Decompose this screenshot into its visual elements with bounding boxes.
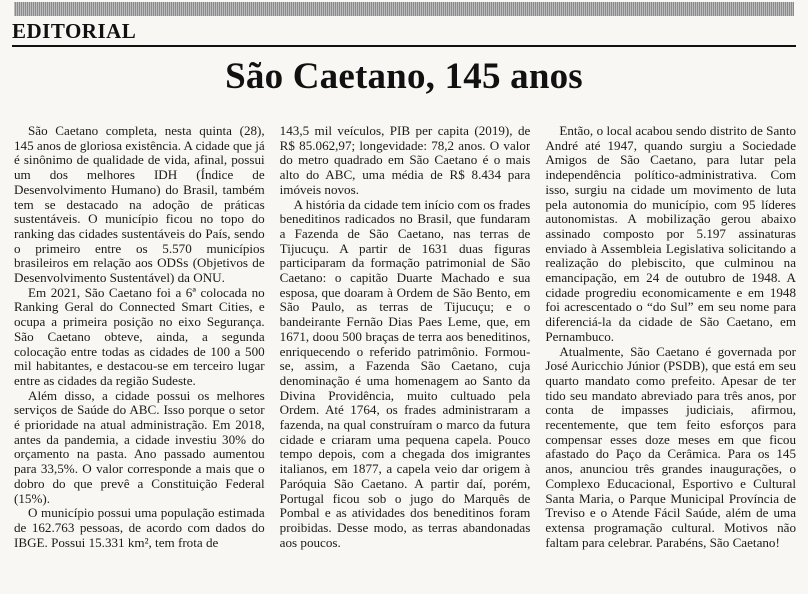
column-3 <box>545 124 796 592</box>
paragraph: Em 2021, São Caetano foi a 6ª colocada no Ranking Geral do Connected Smart Cities, e ocupa a primeira posição no eixo Segurança. São Caetano obteve, ainda, a segunda colocação entre todas as cidades de 100 a 500 mil habitantes, e destacou-se em terceiro lugar entre as cidades da região Sudeste. <box>14 284 265 388</box>
paragraph: Além disso, a cidade possui os melhores serviços de Saúde do ABC. Isso porque o setor é prioridade na atual administração. Em 2018, antes da pandemia, a cidade investiu 30% do orçamento na pasta. Ano passado aumentou para 33,5%. O valor corresponde a mais que o dobro do que prevê a Constituição Federal (15%). <box>14 387 265 506</box>
section-label: EDITORIAL <box>12 19 137 43</box>
paragraph: Atualmente, São Caetano é governada por José Auricchio Júnior (PSDB), que está em seu quarto mandato como prefeito. Apesar de ter tido seu mandato abreviado para três anos, por conta de impasses judiciais, afirmou, recentemente, que tem feito esforços para compensar esses doze meses em que ficou afastado do Paço da Cerâmica. Para os 145 anos, anunciou três grandes inaugurações, o Complexo Educacional, Esportivo e Cultural Santa Maria, o Parque Municipal Província de Treviso e o Atende Fácil Saúde, além de uma extensa programação cultural. Motivos não faltam para celebrar. Parabéns, São Caetano! <box>545 343 797 550</box>
headline: São Caetano, 145 anos <box>225 56 583 97</box>
paragraph: São Caetano completa, nesta quinta (28), 145 anos de gloriosa existência. A cidade que já é sinônimo de qualidade de vida, afinal, possui um dos melhores IDH (Índice de Desenvolvimento Humano) do Brasil, também tem se destacado na adoção de práticas sustentáveis. O município ficou no topo do ranking das cidades sustentáveis do País, sendo o primeiro entre os 5.570 municípios brasileiros em relação aos ODSs (Objetivos de Desenvolvimento Sustentável) da ONU. <box>14 124 265 286</box>
paragraph: 143,5 mil veículos, PIB per capita (2019), de R$ 85.062,97; longevidade: 78,2 anos. O valor do metro quadrado em São Caetano é o mais alto do ABC, uma média de R$ 8.434 para imóveis novos. <box>279 124 531 197</box>
header-rule <box>12 45 796 47</box>
paragraph: Então, o local acabou sendo distrito de Santo André até 1947, quando surgiu a Sociedade Amigos de São Caetano, para lutar pela independência político-administrativa. Com isso, surgiu na cidade um movimento de luta pela autonomia do município, com 95 líderes autonomistas. A mobilização gerou abaixo assinado composto por 5.197 assinaturas enviado à Assembleia Legislativa solicitando a realização do plebiscito, que culminou na emancipação, em 24 de outubro de 1948. A cidade progrediu economicamente e em 1948 foi acrescentado o “do Sul” em seu nome para diferenciá-la da cidade de São Caetano, em Pernambuco. <box>545 124 797 344</box>
article-body <box>14 124 796 592</box>
header-texture-bar <box>14 2 794 16</box>
column-2 <box>280 124 531 592</box>
paragraph: A história da cidade tem início com os frades beneditinos radicados no Brasil, que fundaram a Fazenda de São Caetano, nas terras de Tijucuçu. A partir de 1631 duas figuras participaram da formação patrimonial de São Caetano: o capitão Duarte Machado e sua esposa, que doaram à Ordem de São Bento, em São Paulo, as terras de Tijucuçu; e o bandeirante Fernão Dias Paes Leme, que, em 1671, doou 500 braças de terra aos beneditinos, enriquecendo o referido patrimônio. Formou-se, assim, a Fazenda São Caetano, cuja denominação é uma homenagem ao Santo da Divina Providência, muito cultuado pela Ordem. Até 1764, os frades administraram a fazenda, na qual construíram o marco da futura cidade e criaram uma pequena capela. Pouco tempo depois, com a chegada dos imigrantes italianos, em 1877, a capela veio dar origem à Paróquia São Caetano. A partir daí, porém, Portugal ficou sob o jugo do Marquês de Pombal e as atividades dos beneditinos foram proibidas. Desse modo, as terras abandonadas aos poucos. <box>279 196 531 550</box>
paragraph: O município possui uma população estimada de 162.763 pessoas, de acordo com dados do IBGE. Possui 15.331 km², tem frota de <box>14 505 265 550</box>
column-1 <box>14 124 265 592</box>
